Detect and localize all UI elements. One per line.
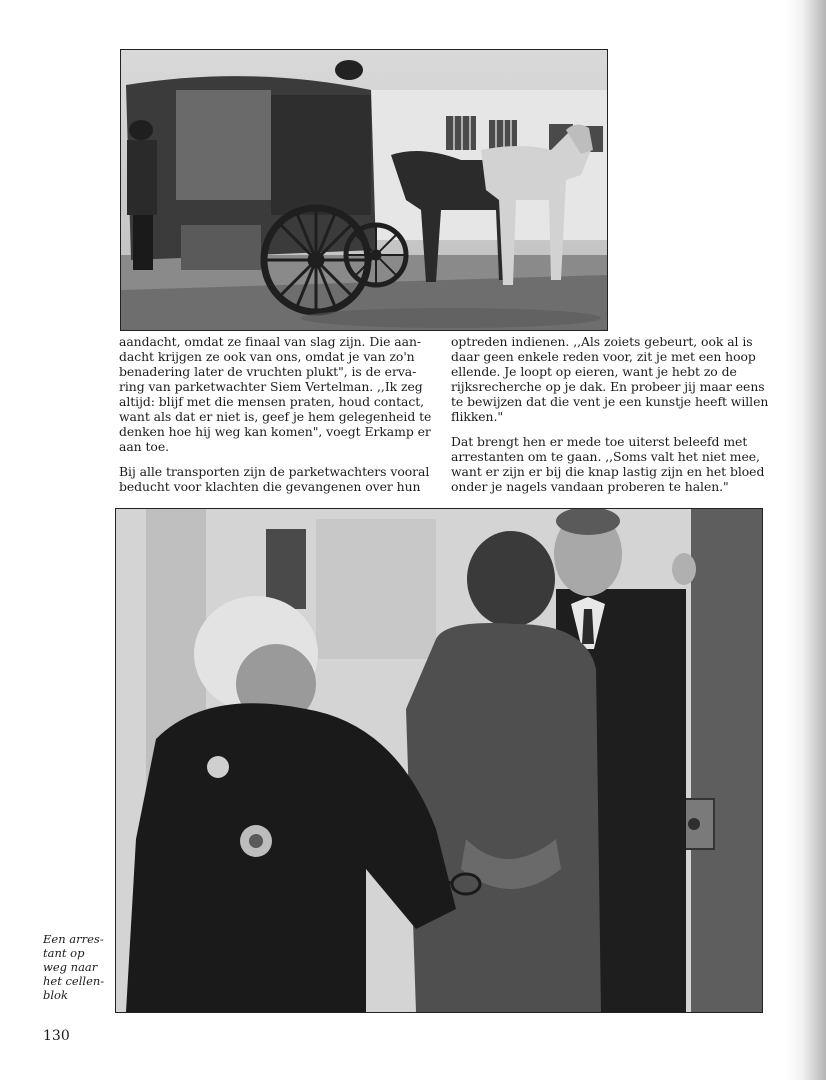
article-column-right (451, 334, 771, 504)
carriage-illustration (121, 50, 607, 330)
article-paragraph: aandacht, omdat ze finaal van slag zijn. Die aan- dacht krijgen ze ook van ons, omdat je van zo'n benadering later de vruchten plukt", is de erva- ring van parketwachter Siem Vertelman. ,,Ik zeg altijd: blijf met die mensen praten, houd contact, want als dat er niet is, geef je hem gelegenheid te denken hoe hij weg kan komen", voegt Erkamp er aan toe. (119, 334, 432, 454)
carriage-shadow (301, 308, 601, 328)
article-paragraph: optreden indienen. ,,Als zoiets gebeurt, ook al is daar geen enkele reden voor, zit je met een hoop ellende. Je loopt op eieren, want je hebt zo de rijksrecherche op je dak. En probeer jij maar eens te bewijzen dat die vent je een kunstje heeft willen flikken." (451, 334, 769, 424)
cell-door (691, 509, 762, 1012)
arrest-illustration (116, 509, 762, 1012)
carriage-step (181, 225, 261, 270)
driver-figure (335, 60, 363, 80)
page-number: 130 (43, 1028, 70, 1044)
article-paragraph: Bij alle transporten zijn de parketwachters vooral beducht voor klachten die gevangenen over hun (119, 464, 430, 494)
photo-caption: Een arres- tant op weg naar het cellen- blok (43, 932, 105, 1002)
article-paragraph: Dat brengt hen er mede toe uiterst beleefd met arrestanten om te gaan. ,,Soms valt het niet mee, want er zijn er bij die knap lastig zijn en het bloed onder je nagels vandaan proberen te halen." (451, 434, 765, 494)
page-edge-shadow (786, 0, 826, 1080)
carriage-canvas-panel (176, 90, 271, 200)
carriage-photo (120, 49, 608, 331)
carriage-side-panel (271, 95, 371, 215)
wall-window (266, 529, 306, 609)
arrest-photo (115, 508, 763, 1013)
wall-frame (316, 519, 436, 659)
lock-keyhole (688, 818, 700, 830)
article-column-left (119, 334, 439, 504)
